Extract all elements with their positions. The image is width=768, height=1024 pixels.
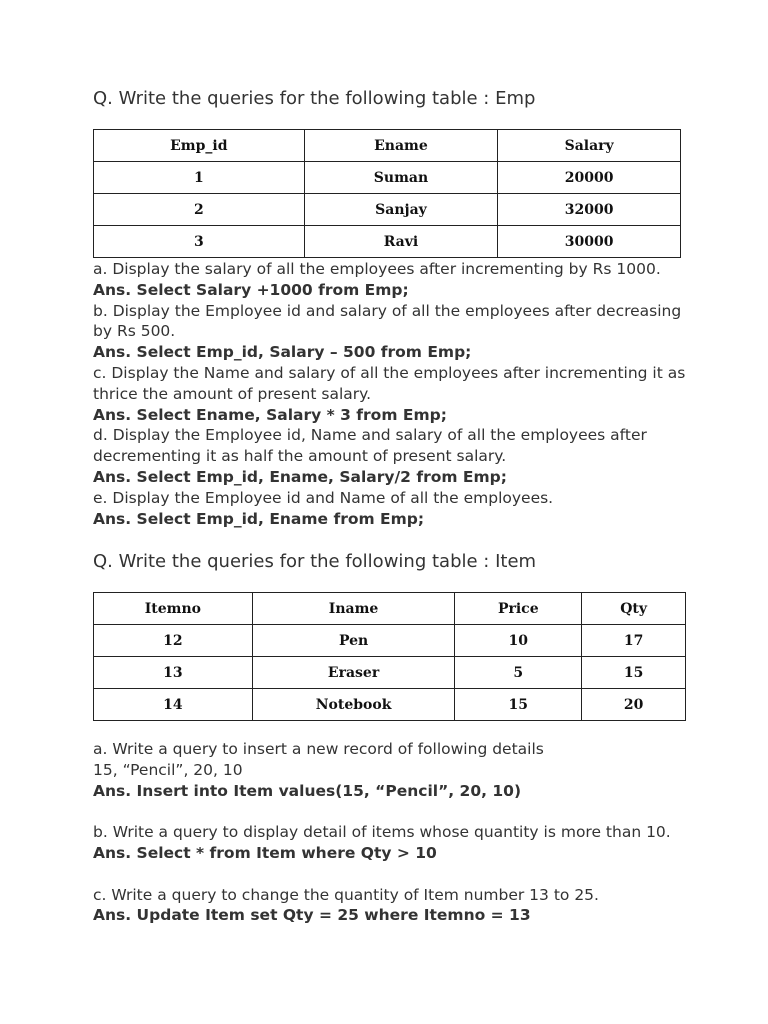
table-header-cell: Ename — [304, 130, 498, 162]
emp-questions — [93, 259, 693, 529]
table-cell: 2 — [94, 194, 305, 226]
table-row — [94, 162, 681, 194]
question-text: e. Display the Employee id and Name of all the employees. — [93, 488, 554, 507]
answer-text: Ans. Update Item set Qty = 25 where Itemno = 13 — [93, 906, 531, 925]
answer-text: Ans. Select Emp_id, Ename from Emp; — [93, 509, 425, 528]
question-text: d. Display the Employee id, Name and salary of all the employees after decrementing it as half the amount of present salary. — [93, 426, 647, 466]
question-text: c. Write a query to change the quantity of Item number 13 to 25. — [93, 885, 599, 904]
answer-text: Ans. Select Emp_id, Salary – 500 from Emp; — [93, 343, 472, 362]
answer-text: Ans. Select Emp_id, Ename, Salary/2 from Emp; — [93, 467, 507, 486]
table-cell: 13 — [94, 657, 253, 689]
table-row — [94, 625, 686, 657]
table-header-row — [94, 593, 686, 625]
answer-text: Ans. Select Ename, Salary * 3 from Emp; — [93, 405, 447, 424]
table-cell: Notebook — [252, 689, 455, 721]
table-cell: Pen — [252, 625, 455, 657]
table-cell: 1 — [94, 162, 305, 194]
answer-text: Ans. Select * from Item where Qty > 10 — [93, 843, 437, 862]
question-detail: 15, “Pencil”, 20, 10 — [93, 760, 243, 779]
table-row — [94, 689, 686, 721]
question-text: b. Write a query to display detail of items whose quantity is more than 10. — [93, 823, 671, 842]
table-row — [94, 194, 681, 226]
table-cell: Sanjay — [304, 194, 498, 226]
table-cell: 20 — [582, 689, 686, 721]
table-cell: 12 — [94, 625, 253, 657]
question-text: a. Write a query to insert a new record of following details — [93, 740, 544, 758]
question-text: a. Display the salary of all the employees after incrementing by Rs 1000. — [93, 260, 661, 278]
table-header-row — [94, 130, 681, 162]
question-text: c. Display the Name and salary of all the employees after incrementing it as thrice the amount of present salary. — [93, 363, 686, 403]
table-cell: 30000 — [498, 226, 681, 258]
table-cell: Eraser — [252, 657, 455, 689]
question-text: b. Display the Employee id and salary of all the employees after decreasing by Rs 500. — [93, 301, 682, 341]
table-row — [94, 657, 686, 689]
table-header-cell: Itemno — [94, 593, 253, 625]
spacer — [93, 801, 693, 822]
table-cell: 3 — [94, 226, 305, 258]
table-header-cell: Emp_id — [94, 130, 305, 162]
table-header-cell: Iname — [252, 593, 455, 625]
table-cell: 32000 — [498, 194, 681, 226]
table-row — [94, 226, 681, 258]
table-header-cell: Qty — [582, 593, 686, 625]
table-cell: Ravi — [304, 226, 498, 258]
answer-text: Ans. Select Salary +1000 from Emp; — [93, 280, 409, 299]
item-questions — [93, 739, 693, 926]
table-header-cell: Price — [455, 593, 582, 625]
table-cell: 20000 — [498, 162, 681, 194]
table-cell: Suman — [304, 162, 498, 194]
emp-table — [93, 129, 681, 258]
item-table — [93, 592, 686, 721]
table-header-cell: Salary — [498, 130, 681, 162]
table-cell: 14 — [94, 689, 253, 721]
spacer — [93, 864, 693, 885]
item-question-heading: Q. Write the queries for the following table : Item — [93, 551, 537, 572]
table-cell: 17 — [582, 625, 686, 657]
table-cell: 15 — [455, 689, 582, 721]
table-cell: 10 — [455, 625, 582, 657]
table-cell: 15 — [582, 657, 686, 689]
answer-text: Ans. Insert into Item values(15, “Pencil”, 20, 10) — [93, 781, 522, 800]
table-cell: 5 — [455, 657, 582, 689]
emp-question-heading: Q. Write the queries for the following table : Emp — [93, 88, 536, 109]
